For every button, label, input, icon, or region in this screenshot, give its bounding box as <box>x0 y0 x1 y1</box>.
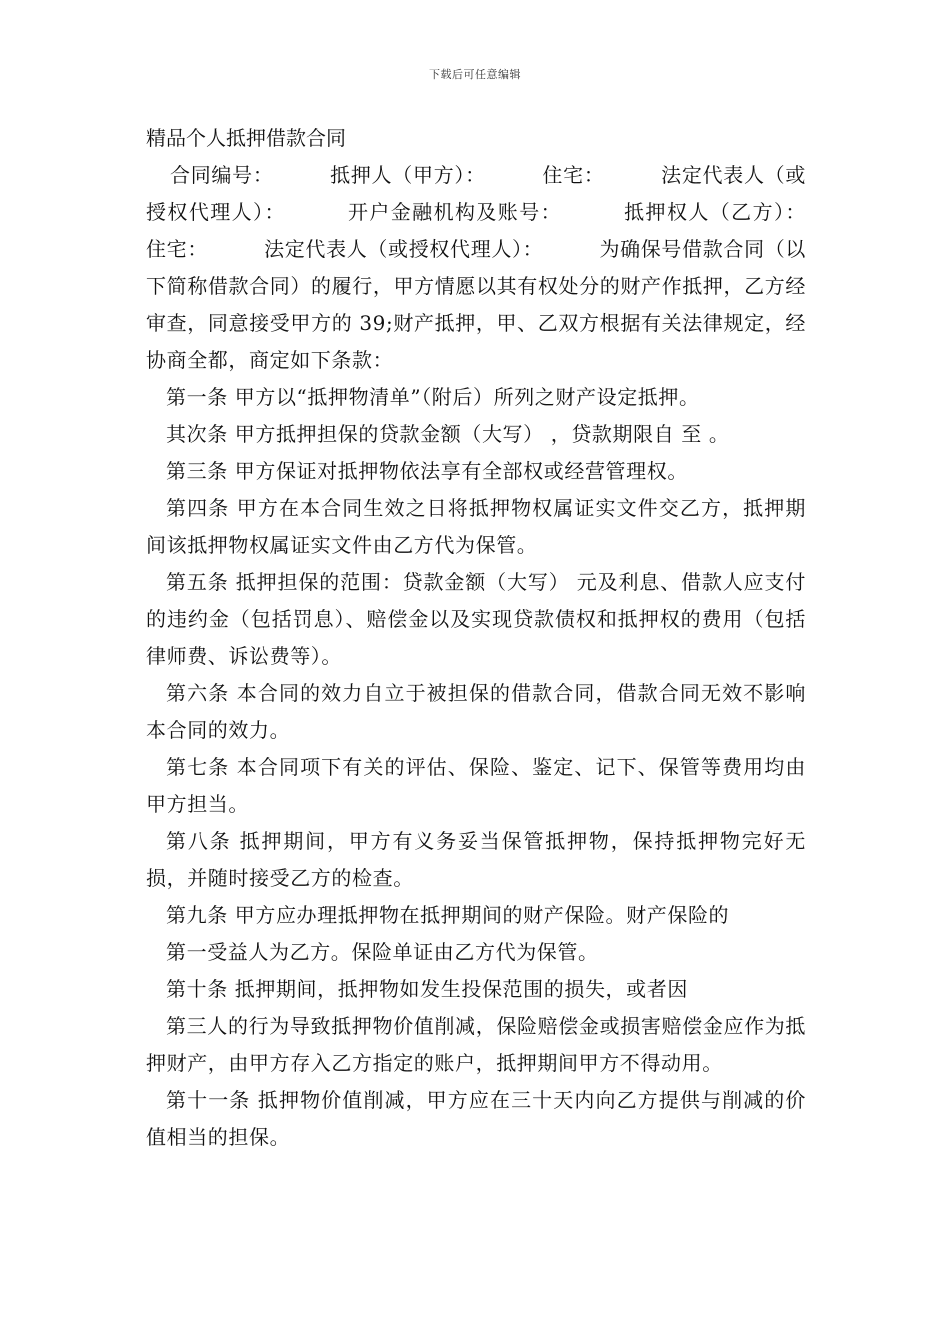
clause-8: 第八条 抵押期间，甲方有义务妥当保管抵押物，保持抵押物完好无损，并随时接受乙方的检查。 <box>146 829 806 890</box>
contract-preamble: 合同编号： 抵押人（甲方）： 住宅： 法定代表人（或授权代理人）： 开户金融机构及账号： 抵押权人（乙方）： 住宅： 法定代表人（或授权代理人）： 为确保号借款合同（以下简称借款合同）的履行，甲方情愿以其有权处分的财产作抵押，乙方经审查，同意接受甲方的 39;财产抵押，甲、乙双方根据有关法律规定，经协商全都，商定如下条款： <box>146 163 862 372</box>
clause-3: 第三条 甲方保证对抵押物依法享有全部权或经营管理权。 <box>166 459 688 483</box>
clause-9-continued: 第一受益人为乙方。保险单证由乙方代为保管。 <box>166 940 599 964</box>
clause-6: 第六条 本合同的效力自立于被担保的借款合同，借款合同无效不影响本合同的效力。 <box>146 681 806 742</box>
clause-9: 第九条 甲方应办理抵押物在抵押期间的财产保险。财产保险的 <box>166 903 730 927</box>
clause-5: 第五条 抵押担保的范围：贷款金额（大写） 元及利息、借款人应支付的违约金（包括罚息）、赔偿金以及实现贷款债权和抵押权的费用（包括律师费、诉讼费等）。 <box>146 570 806 668</box>
clause-10-continued: 第三人的行为导致抵押物价值削减，保险赔偿金或损害赔偿金应作为抵押财产，由甲方存入乙方指定的账户，抵押期间甲方不得动用。 <box>146 1014 806 1075</box>
clause-10: 第十条 抵押期间，抵押物如发生投保范围的损失，或者因 <box>166 977 688 1001</box>
clause-1: 第一条 甲方以“抵押物清单”（附后）所列之财产设定抵押。 <box>166 385 700 409</box>
clause-4: 第四条 甲方在本合同生效之日将抵押物权属证实文件交乙方，抵押期间该抵押物权属证实文件由乙方代为保管。 <box>146 496 806 557</box>
clause-11: 第十一条 抵押物价值削减，甲方应在三十天内向乙方提供与削减的价值相当的担保。 <box>146 1088 806 1149</box>
document-title: 精品个人抵押借款合同 <box>146 126 346 150</box>
clause-7: 第七条 本合同项下有关的评估、保险、鉴定、记下、保管等费用均由甲方担当。 <box>146 755 806 816</box>
clause-2: 其次条 甲方抵押担保的贷款金额（大写） ，贷款期限自 至 。 <box>166 422 730 446</box>
document-body <box>146 120 862 1156</box>
header-note: 下载后可任意编辑 <box>429 68 521 81</box>
